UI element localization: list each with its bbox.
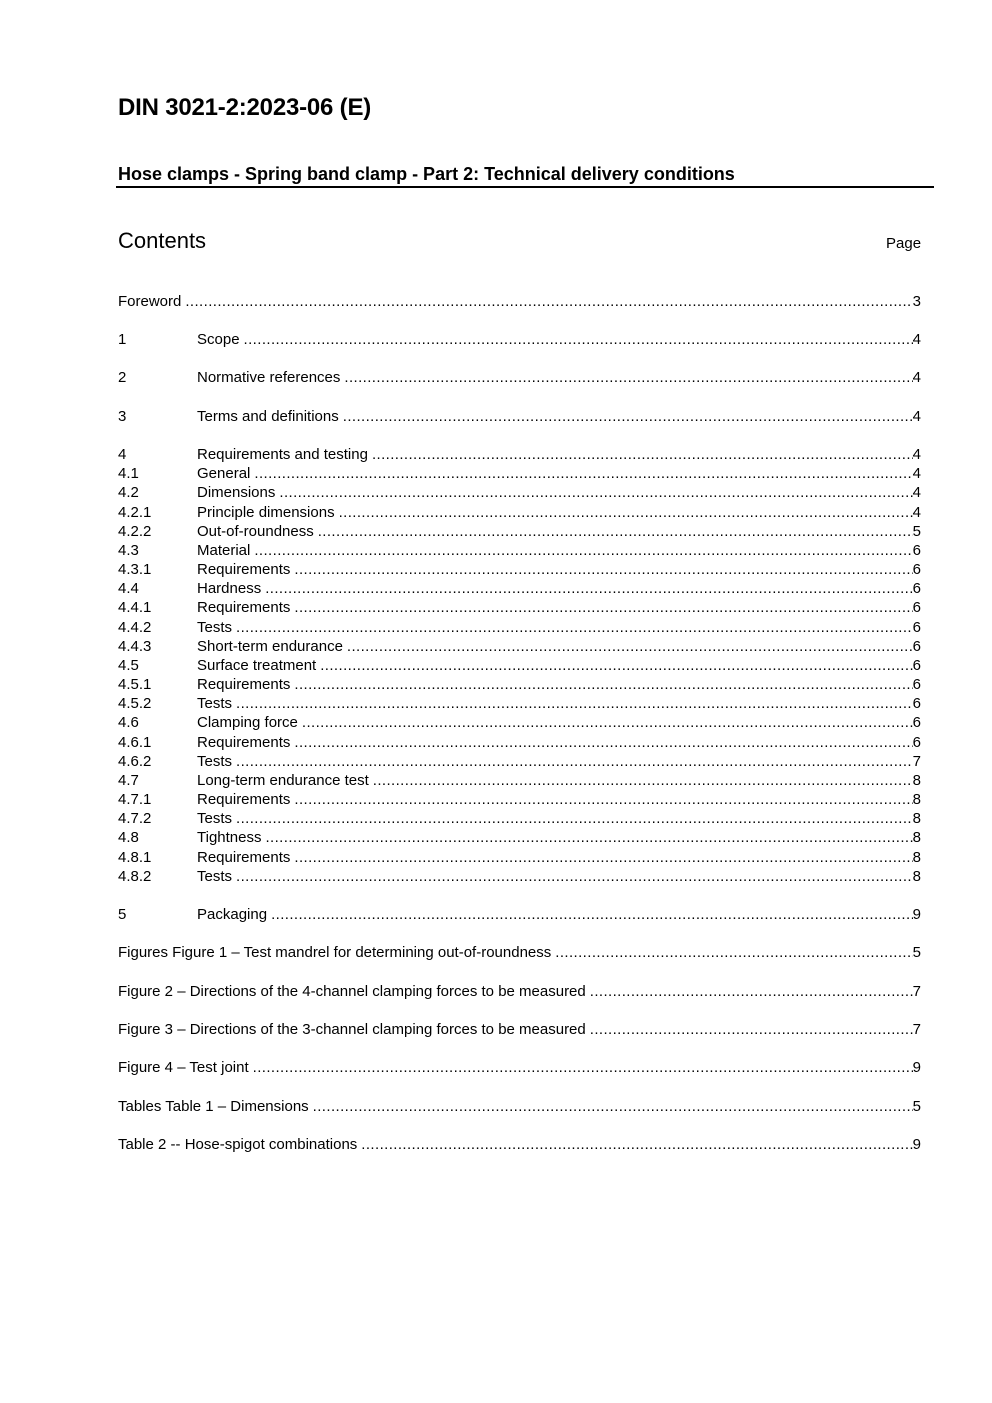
toc-entry[interactable] [118, 1135, 921, 1154]
toc-leader-dots [294, 598, 912, 617]
toc-entry-title: Principle dimensions [197, 504, 335, 521]
toc-entry-title: Tightness [197, 829, 262, 846]
toc-entry[interactable] [118, 330, 921, 349]
toc-entry-title: Figure 3 – Directions of the 3-channel clamping forces to be measured [118, 1021, 586, 1038]
toc-leader-dots [294, 848, 912, 867]
toc-entry-number: 4.5.2 [118, 695, 152, 712]
toc-entry-number: 4.6.2 [118, 753, 152, 770]
toc-entry[interactable] [118, 982, 921, 1001]
toc-leader-dots [236, 867, 913, 886]
toc-entry-title: Requirements [197, 561, 291, 578]
toc-entry[interactable] [118, 656, 921, 675]
toc-entry-page: 6 [912, 580, 921, 597]
toc-leader-dots [265, 579, 912, 598]
toc-entry-page: 5 [912, 944, 921, 961]
toc-entry-number: 4.7 [118, 772, 139, 789]
toc-entry[interactable] [118, 407, 921, 426]
toc-entry[interactable] [118, 503, 921, 522]
toc-entry[interactable] [118, 292, 921, 311]
toc-entry-title: Material [197, 542, 251, 559]
toc-entry[interactable] [118, 771, 921, 790]
toc-entry-title: Long-term endurance test [197, 772, 369, 789]
toc-entry-number: 3 [118, 408, 127, 425]
toc-entry-number: 4.6 [118, 714, 139, 731]
toc-entry-page: 7 [912, 753, 921, 770]
toc-entry-page: 5 [912, 1098, 921, 1115]
toc-entry-page: 4 [912, 446, 921, 463]
toc-entry-page: 6 [912, 695, 921, 712]
toc-entry-page: 6 [912, 542, 921, 559]
toc-entry-title: Requirements [197, 791, 291, 808]
toc-leader-dots [294, 675, 912, 694]
toc-entry-page: 8 [912, 791, 921, 808]
toc-entry-title: Foreword [118, 293, 182, 310]
toc-entry[interactable] [118, 790, 921, 809]
toc-entry-page: 6 [912, 619, 921, 636]
toc-entry-title: Requirements [197, 849, 291, 866]
toc-entry-title: General [197, 465, 251, 482]
toc-entry-page: 8 [912, 829, 921, 846]
toc-entry[interactable] [118, 905, 921, 924]
toc-entry[interactable] [118, 618, 921, 637]
toc-entry-page: 6 [912, 734, 921, 751]
toc-leader-dots [254, 464, 912, 483]
toc-entry-page: 8 [912, 772, 921, 789]
toc-entry-page: 6 [912, 599, 921, 616]
toc-entry-number: 4.3.1 [118, 561, 152, 578]
toc-entry-number: 4.8 [118, 829, 139, 846]
toc-entry-title: Tables Table 1 – Dimensions [118, 1098, 309, 1115]
toc-leader-dots [590, 982, 913, 1001]
toc-entry-title: Requirements and testing [197, 446, 368, 463]
toc-entry-number: 4.2 [118, 484, 139, 501]
toc-entry-page: 6 [912, 657, 921, 674]
page-column-label: Page [886, 235, 922, 252]
toc-entry-page: 4 [912, 504, 921, 521]
toc-entry-page: 6 [912, 561, 921, 578]
toc-entry-title: Requirements [197, 676, 291, 693]
toc-entry-number: 4.5 [118, 657, 139, 674]
toc-entry-title: Packaging [197, 906, 268, 923]
toc-leader-dots [254, 541, 912, 560]
toc-entry-number: 4 [118, 446, 127, 463]
toc-entry-number: 4.7.2 [118, 810, 152, 827]
toc-entry-title: Figure 2 – Directions of the 4-channel clamping forces to be measured [118, 983, 586, 1000]
document-title: Hose clamps - Spring band clamp - Part 2: Technical delivery conditions [118, 164, 735, 184]
toc-entry-title: Tests [197, 619, 233, 636]
toc-entry-page: 9 [912, 1136, 921, 1153]
toc-entry-number: 4.4 [118, 580, 139, 597]
toc-entry-page: 3 [912, 293, 921, 310]
toc-entry-title: Surface treatment [197, 657, 317, 674]
toc-entry-title: Normative references [197, 369, 341, 386]
toc-entry[interactable] [118, 445, 921, 464]
toc-entry[interactable] [118, 579, 921, 598]
toc-leader-dots [265, 828, 912, 847]
toc-entry-title: Figure 4 – Test joint [118, 1059, 249, 1076]
toc-leader-dots [244, 330, 913, 349]
toc-entry-number: 4.3 [118, 542, 139, 559]
toc-entry-page: 4 [912, 408, 921, 425]
toc-entry-number: 4.4.1 [118, 599, 152, 616]
toc-leader-dots [294, 733, 912, 752]
toc-entry-title: Requirements [197, 599, 291, 616]
toc-entry-title: Tests [197, 753, 233, 770]
toc-leader-dots [343, 407, 913, 426]
toc-entry-title: Requirements [197, 734, 291, 751]
toc-entry-page: 4 [912, 484, 921, 501]
toc-leader-dots [320, 656, 912, 675]
toc-entry-page: 8 [912, 810, 921, 827]
toc-leader-dots [236, 752, 913, 771]
toc-entry-title: Short-term endurance [197, 638, 343, 655]
toc-leader-dots [344, 368, 912, 387]
toc-entry-page: 9 [912, 906, 921, 923]
toc-entry-page: 8 [912, 868, 921, 885]
toc-entry-page: 4 [912, 331, 921, 348]
toc-leader-dots [313, 1097, 913, 1116]
toc-entry[interactable] [118, 598, 921, 617]
toc-entry-number: 4.4.3 [118, 638, 152, 655]
toc-entry-title: Dimensions [197, 484, 276, 501]
title-underline [116, 186, 934, 188]
toc-entry[interactable] [118, 867, 921, 886]
toc-entry-page: 5 [912, 523, 921, 540]
toc-entry[interactable] [118, 368, 921, 387]
toc-leader-dots [590, 1020, 913, 1039]
toc-entry-title: Table 2 -- Hose-spigot combinations [118, 1136, 358, 1153]
toc-entry-number: 4.4.2 [118, 619, 152, 636]
toc-entry-number: 4.2.2 [118, 523, 152, 540]
toc-entry-title: Out-of-roundness [197, 523, 314, 540]
toc-entry-number: 5 [118, 906, 127, 923]
toc-leader-dots [294, 560, 912, 579]
document-id: DIN 3021-2:2023-06 (E) [118, 94, 372, 121]
toc-entry-page: 7 [912, 983, 921, 1000]
toc-entry-title: Tests [197, 695, 233, 712]
toc-entry[interactable] [118, 637, 921, 656]
toc-entry[interactable] [118, 541, 921, 560]
toc-entry-number: 1 [118, 331, 127, 348]
toc-entry-number: 4.1 [118, 465, 139, 482]
toc-leader-dots [373, 771, 913, 790]
toc-entry-page: 9 [912, 1059, 921, 1076]
toc-leader-dots [302, 713, 913, 732]
toc-entry[interactable] [118, 943, 921, 962]
toc-entry-number: 4.7.1 [118, 791, 152, 808]
contents-heading: Contents [118, 228, 207, 253]
toc-entry-title: Scope [197, 331, 240, 348]
toc-entry[interactable] [118, 483, 921, 502]
toc-entry-page: 6 [912, 714, 921, 731]
toc-leader-dots [555, 943, 912, 962]
toc-entry[interactable] [118, 713, 921, 732]
toc-entry-number: 4.5.1 [118, 676, 152, 693]
toc-leader-dots [185, 292, 912, 311]
toc-entry[interactable] [118, 752, 921, 771]
toc-leader-dots [347, 637, 913, 656]
toc-entry-page: 4 [912, 369, 921, 386]
toc-entry-page: 4 [912, 465, 921, 482]
toc-entry[interactable] [118, 560, 921, 579]
toc-leader-dots [294, 790, 912, 809]
toc-leader-dots [271, 905, 913, 924]
toc-leader-dots [253, 1058, 913, 1077]
toc-leader-dots [339, 503, 913, 522]
toc-entry[interactable] [118, 1097, 921, 1116]
toc-entry-title: Hardness [197, 580, 262, 597]
toc-entry-page: 6 [912, 676, 921, 693]
toc-entry-page: 8 [912, 849, 921, 866]
toc-entry-number: 2 [118, 369, 127, 386]
toc-entry-number: 4.2.1 [118, 504, 152, 521]
toc-entry[interactable] [118, 1058, 921, 1077]
toc-entry[interactable] [118, 694, 921, 713]
toc-leader-dots [236, 809, 913, 828]
toc-leader-dots [279, 483, 912, 502]
toc-entry-title: Figures Figure 1 – Test mandrel for determining out-of-roundness [118, 944, 552, 961]
toc-entry[interactable] [118, 733, 921, 752]
toc-entry[interactable] [118, 828, 921, 847]
toc-entry[interactable] [118, 464, 921, 483]
toc-leader-dots [318, 522, 913, 541]
toc-entry-title: Tests [197, 810, 233, 827]
toc-entry-page: 6 [912, 638, 921, 655]
toc-entry-number: 4.8.1 [118, 849, 152, 866]
toc-entry[interactable] [118, 848, 921, 867]
toc-leader-dots [372, 445, 913, 464]
toc-entry-title: Tests [197, 868, 233, 885]
toc-entry[interactable] [118, 675, 921, 694]
toc-leader-dots [361, 1135, 912, 1154]
toc-entry-title: Terms and definitions [197, 408, 339, 425]
toc-entry-number: 4.8.2 [118, 868, 152, 885]
toc-leader-dots [236, 694, 913, 713]
toc-entry-number: 4.6.1 [118, 734, 152, 751]
toc-entry-page: 7 [912, 1021, 921, 1038]
toc-entry[interactable] [118, 1020, 921, 1039]
toc-entry-title: Clamping force [197, 714, 298, 731]
toc-entry[interactable] [118, 522, 921, 541]
toc-leader-dots [236, 618, 913, 637]
toc-entry[interactable] [118, 809, 921, 828]
